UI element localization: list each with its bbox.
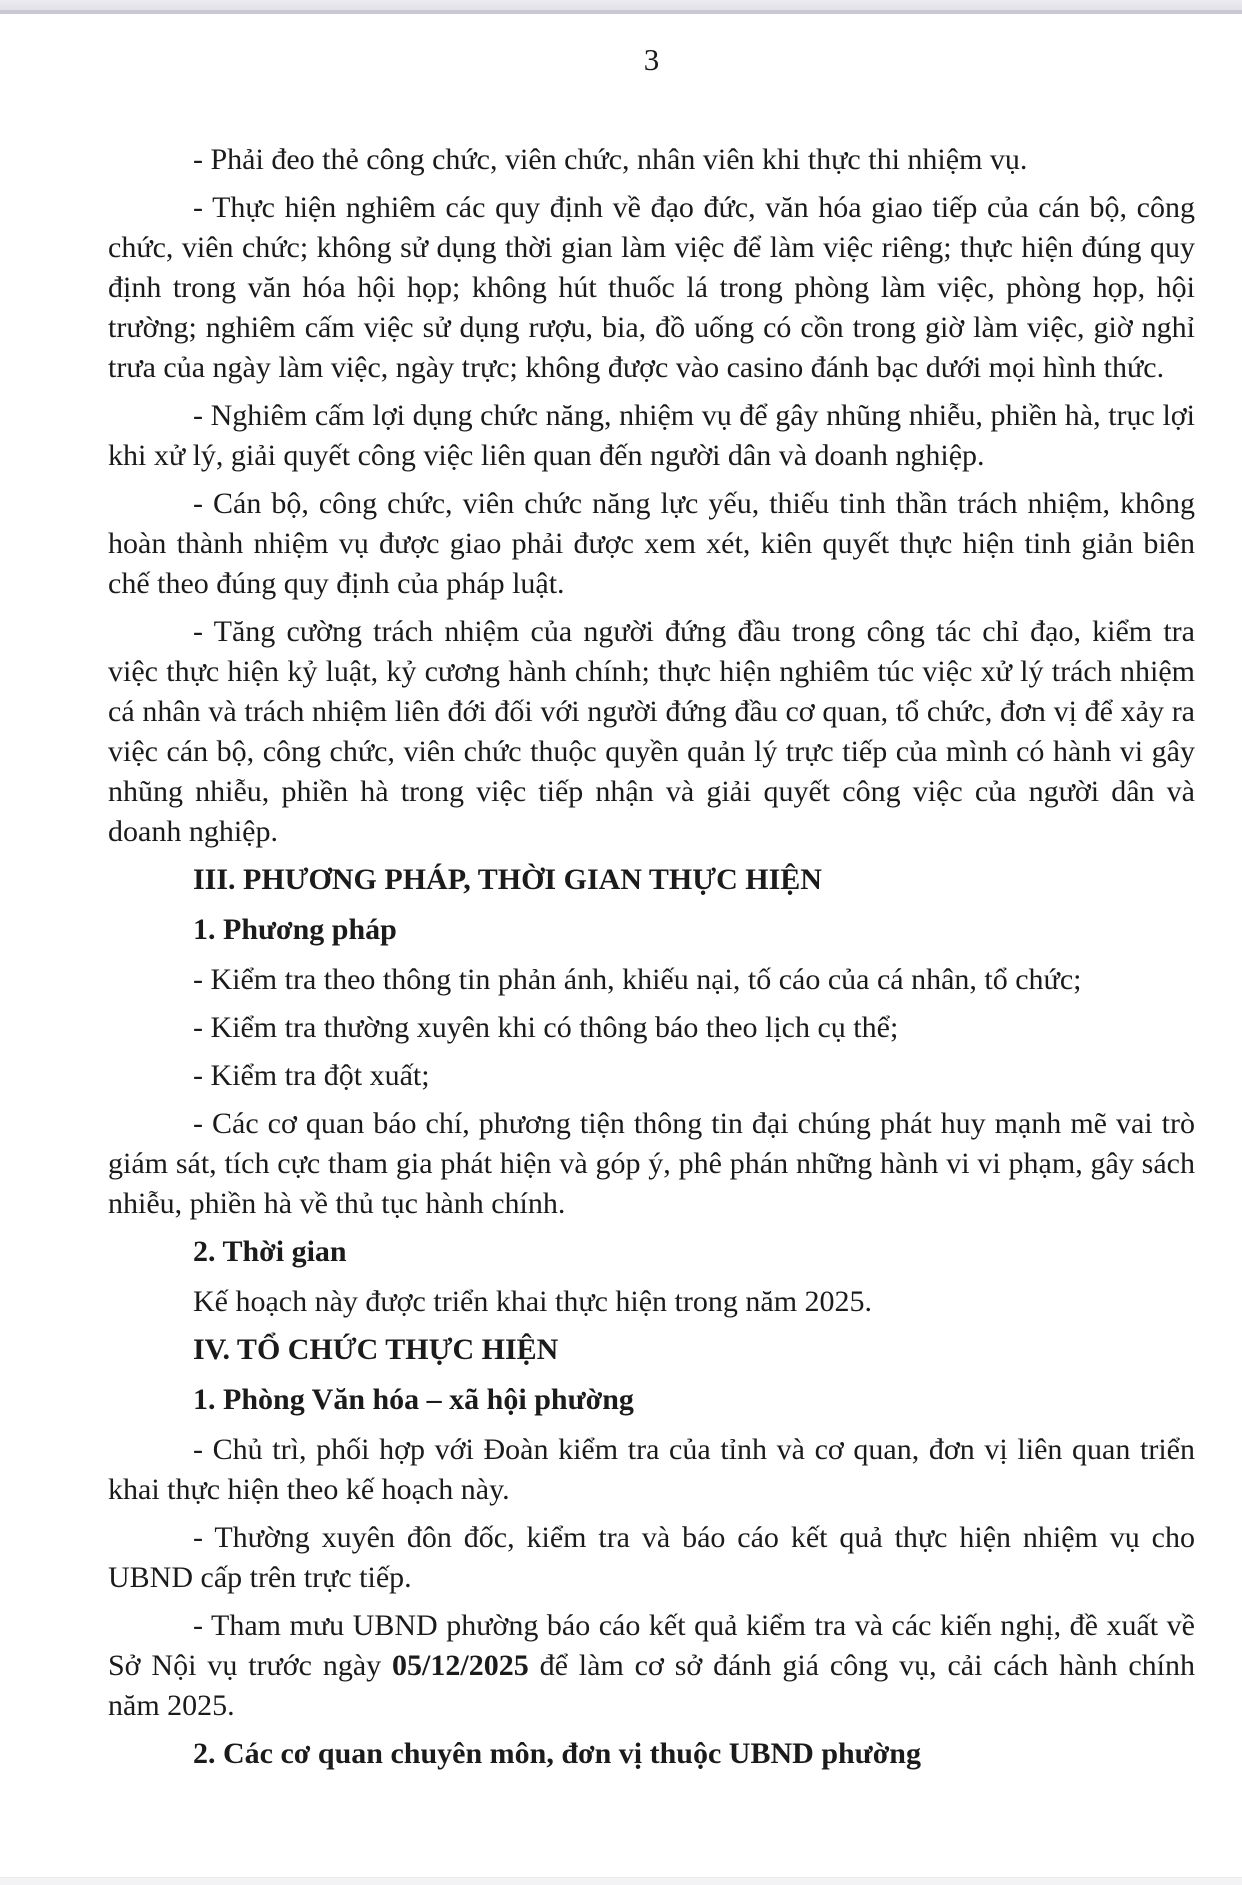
section-heading-method-time: III. PHƯƠNG PHÁP, THỜI GIAN THỰC HIỆN xyxy=(193,863,822,896)
paragraph-check-scheduled: - Kiểm tra thường xuyên khi có thông báo theo lịch cụ thể; xyxy=(193,1011,899,1044)
paragraph-plan-year: Kế hoạch này được triển khai thực hiện trong năm 2025. xyxy=(193,1285,873,1318)
viewer-top-bar xyxy=(0,0,1242,14)
paragraph-leader-responsibility: - Tăng cường trách nhiệm của người đứng đầu trong công tác chỉ đạo, kiểm tra việc thực hiện kỷ luật, kỷ cương hành chính; thực hiện nghiêm túc việc xử lý trách nhiệm cá nhân và trách nhiệm liên đới đối với người đứng đầu cơ quan, tổ chức, đơn vị để xảy ra việc cán bộ, công chức, viên chức thuộc quyền quản lý trực tiếp của mình có hành vi gây nhũng nhiễu, phiền hà trong việc tiếp nhận và giải quyết công việc của người dân và doanh nghiệp. xyxy=(108,615,1195,848)
paragraph-advise-deadline-after: để làm cơ sở đánh giá công vụ, cải cách hành chính năm 2025. xyxy=(108,1649,1195,1722)
paragraph-advise-deadline-before: - Tham mưu UBND phường báo cáo kết quả kiểm tra và các kiến nghị, đề xuất về Sở Nội vụ trước ngày xyxy=(108,1609,1195,1682)
subheading-method: 1. Phương pháp xyxy=(193,913,397,946)
paragraph-conduct-rules: - Thực hiện nghiêm các quy định về đạo đức, văn hóa giao tiếp của cán bộ, công chức, viên chức; không sử dụng thời gian làm việc để làm việc riêng; thực hiện đúng quy định trong văn hóa hội họp; không hút thuốc lá trong phòng làm việc, phòng họp, hội trường; nghiêm cấm việc sử dụng rượu, bia, đồ uống có cồn trong giờ làm việc, giờ nghỉ trưa của ngày làm việc, ngày trực; không được vào casino đánh bạc dưới mọi hình thức. xyxy=(108,191,1195,384)
paragraph-check-by-complaints: - Kiểm tra theo thông tin phản ánh, khiếu nại, tố cáo của cá nhân, tổ chức; xyxy=(193,963,1082,996)
paragraph-preside-coordinate: - Chủ trì, phối hợp với Đoàn kiểm tra của tỉnh và cơ quan, đơn vị liên quan triển khai thực hiện theo kế hoạch này. xyxy=(108,1433,1195,1506)
deadline-date: 05/12/2025 xyxy=(392,1649,529,1682)
page-body xyxy=(108,140,1195,1784)
paragraph-badge-rule: - Phải đeo thẻ công chức, viên chức, nhân viên khi thực thi nhiệm vụ. xyxy=(193,143,1028,176)
paragraph-advise-deadline xyxy=(108,1606,1195,1726)
paragraph-abuse-prohibition: - Nghiêm cấm lợi dụng chức năng, nhiệm vụ để gây nhũng nhiễu, phiền hà, trục lợi khi xử lý, giải quyết công việc liên quan đến người dân và doanh nghiệp. xyxy=(108,399,1195,472)
subheading-time: 2. Thời gian xyxy=(193,1235,347,1268)
paragraph-staff-capacity: - Cán bộ, công chức, viên chức năng lực yếu, thiếu tinh thần trách nhiệm, không hoàn thành nhiệm vụ được giao phải được xem xét, kiên quyết thực hiện tinh giản biên chế theo đúng quy định của pháp luật. xyxy=(108,487,1195,600)
subheading-specialized-agencies: 2. Các cơ quan chuyên môn, đơn vị thuộc UBND phường xyxy=(193,1737,921,1770)
paragraph-press-role: - Các cơ quan báo chí, phương tiện thông tin đại chúng phát huy mạnh mẽ vai trò giám sát, tích cực tham gia phát hiện và góp ý, phê phán những hành vi vi phạm, gây sách nhiễu, phiền hà về thủ tục hành chính. xyxy=(108,1107,1195,1220)
page-number: 3 xyxy=(643,42,660,77)
paragraph-check-surprise: - Kiểm tra đột xuất; xyxy=(193,1059,430,1092)
section-heading-implementation: IV. TỔ CHỨC THỰC HIỆN xyxy=(193,1333,559,1366)
subheading-culture-social-office: 1. Phòng Văn hóa – xã hội phường xyxy=(193,1383,634,1416)
paragraph-urge-report: - Thường xuyên đôn đốc, kiểm tra và báo cáo kết quả thực hiện nhiệm vụ cho UBND cấp trên trực tiếp. xyxy=(108,1521,1195,1594)
viewer-bottom-strip xyxy=(0,1877,1242,1885)
